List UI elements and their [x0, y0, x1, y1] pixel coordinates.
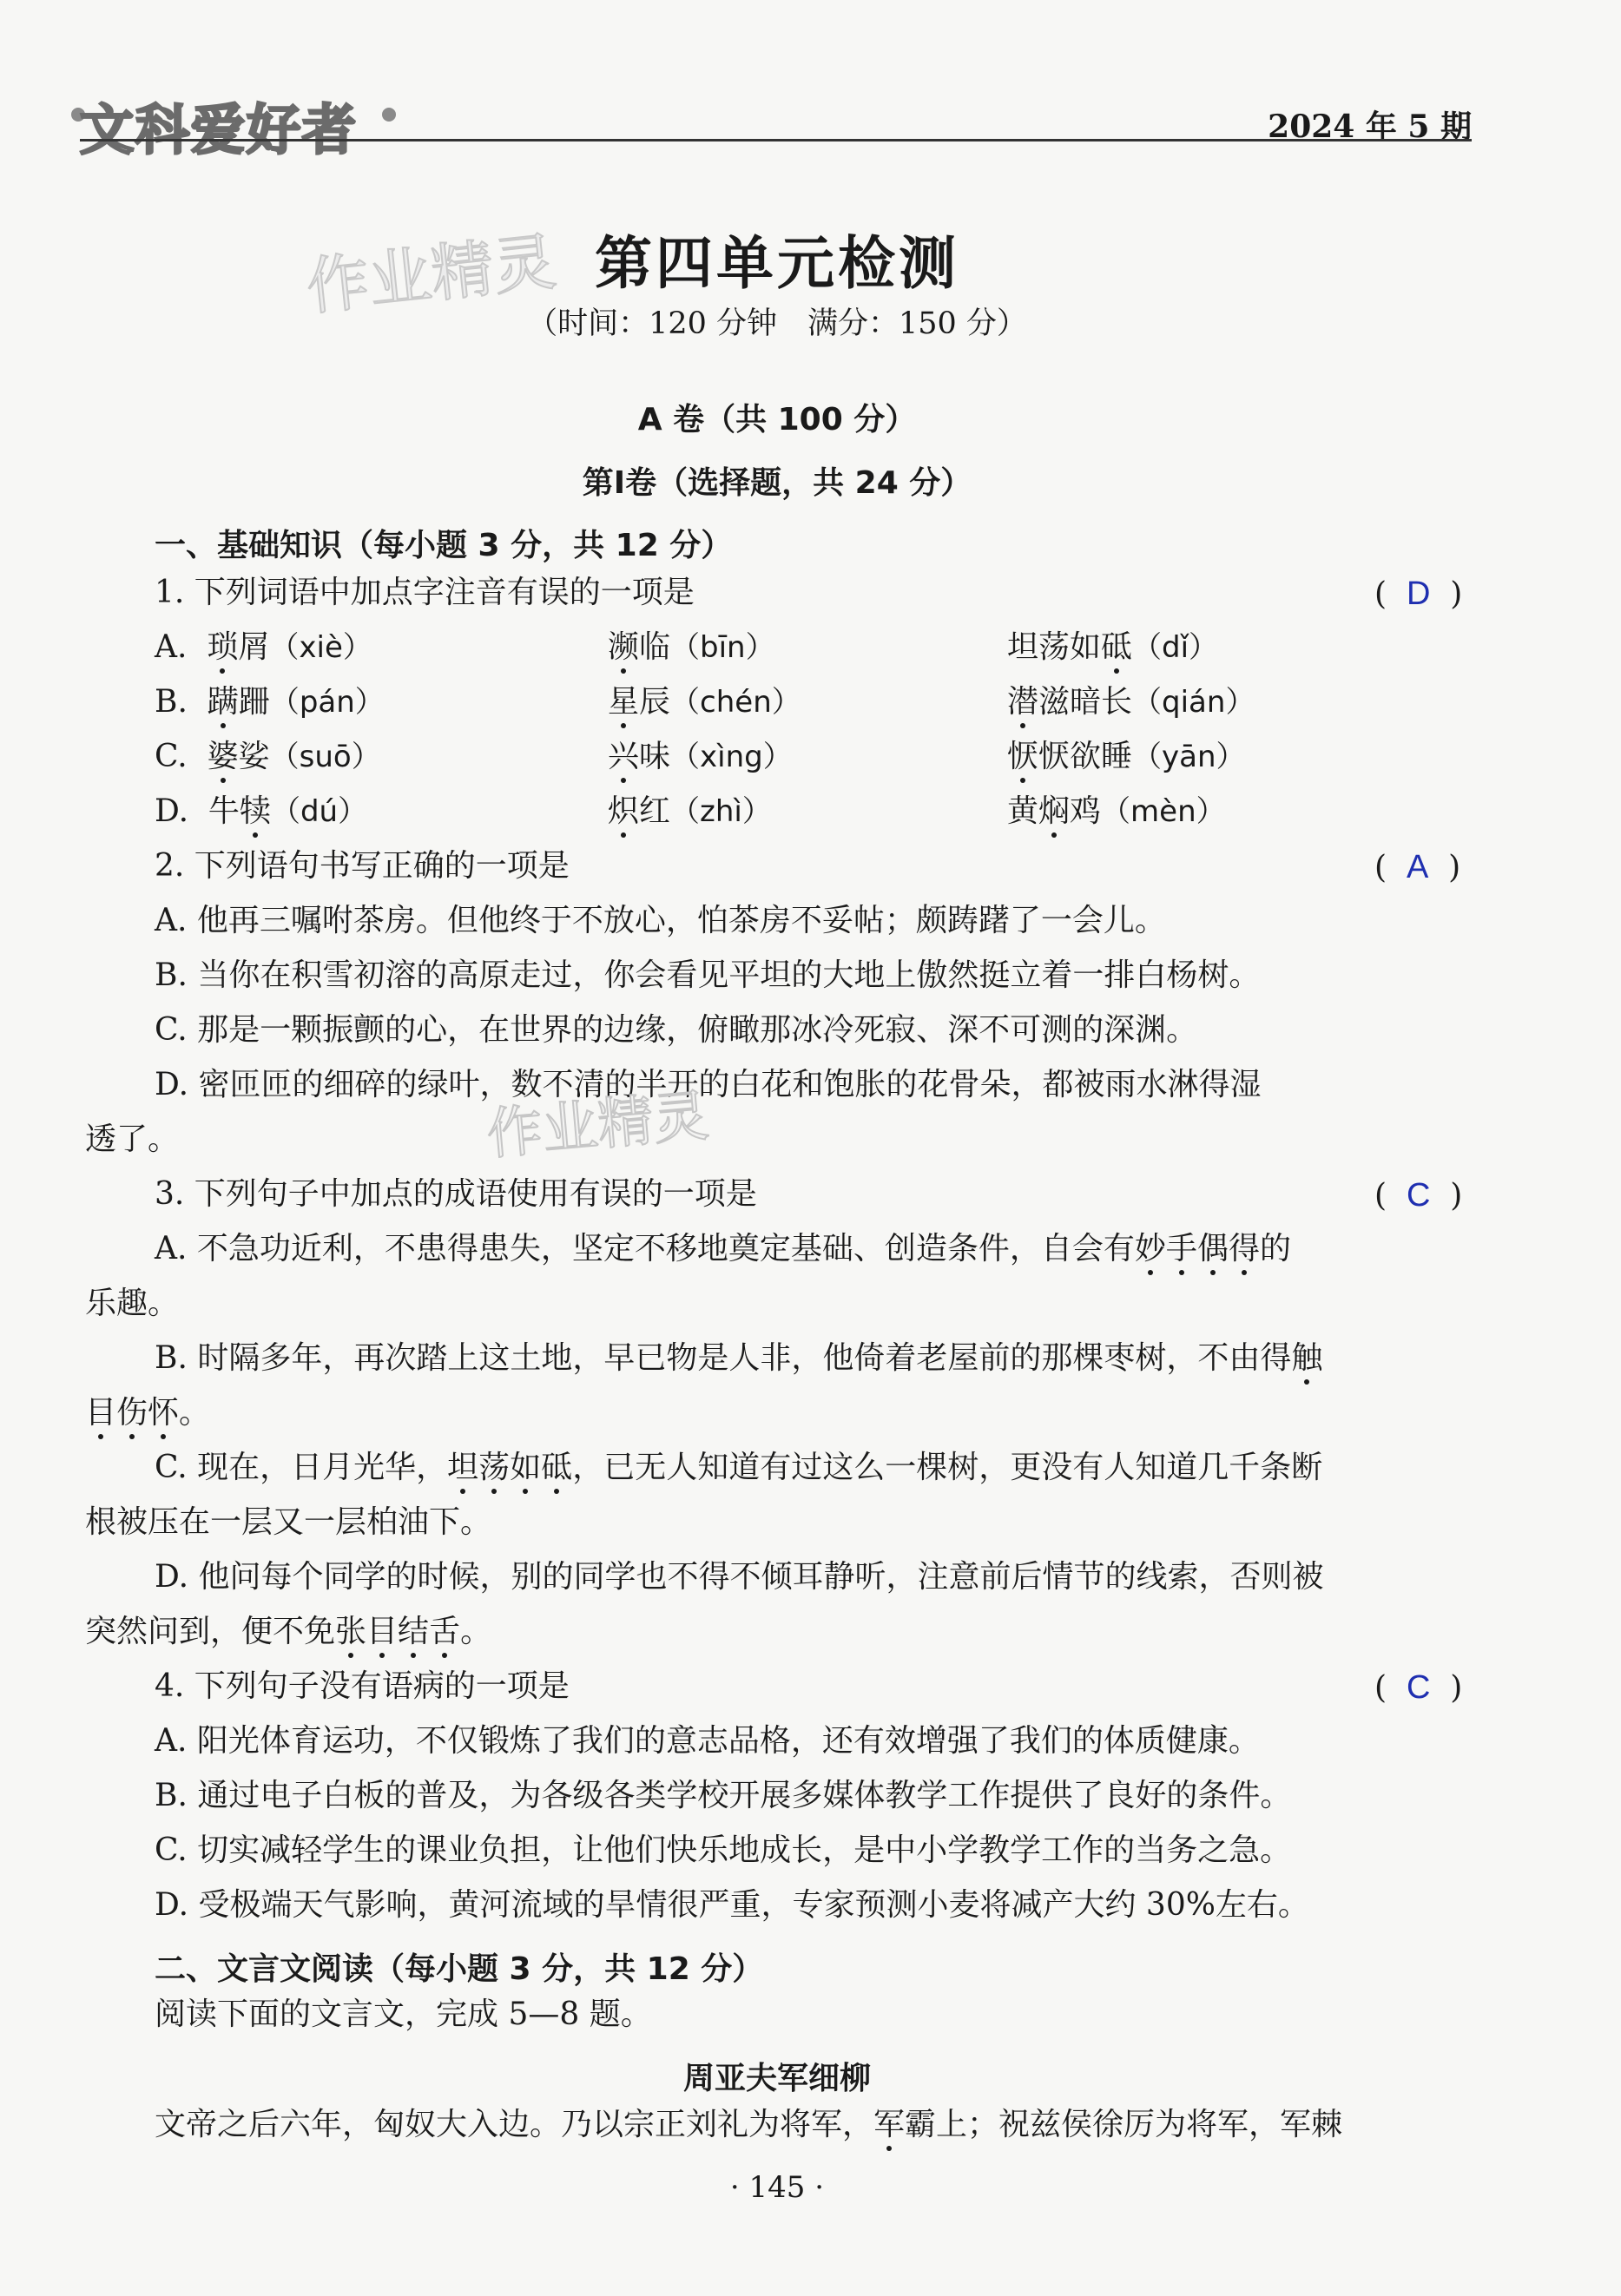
q1-option-c-item-1: [155, 741, 381, 773]
q3-option-d-line1: D. 他问每个同学的时候，别的同学也不得不倾耳静听，注意前后情节的线索，否则被: [155, 1559, 1324, 1595]
dotted-char: 荡: [478, 1450, 511, 1485]
dotted-char: 砥: [541, 1450, 573, 1485]
q3-option-a-line1: [155, 1231, 1291, 1266]
q2-option-a: A. 他再三嘱咐茶房。但他终于不放心，怕茶房不妥帖；颇踌躇了一会儿。: [155, 903, 1166, 938]
q2-answer-box: ( A ): [1374, 849, 1461, 885]
q3-c-text: C. 现在，日月光华，: [155, 1450, 448, 1485]
q3-option-b-line2: [85, 1395, 211, 1431]
pinyin: （zhì）: [670, 794, 772, 829]
q3-option-c-line1: [155, 1452, 1322, 1484]
passage-text-end: 霸上；祝兹侯徐厉为将军，军棘: [905, 2107, 1343, 2142]
dotted-char: 手: [1165, 1231, 1197, 1266]
q3-option-b-line1: [155, 1340, 1323, 1376]
section2-heading: 二、文言文阅读（每小题 3 分，共 12 分）: [155, 1951, 764, 1987]
q3-option-a-line2: 乐趣。: [85, 1286, 180, 1321]
q3-answer-box: ( C ): [1374, 1177, 1463, 1214]
pinyin: （xìng）: [670, 740, 793, 774]
q3-d-idiom: [335, 1614, 460, 1649]
word-prefix: 黄: [1007, 793, 1039, 829]
brand-logo: 文科爱好者: [80, 98, 359, 161]
word-prefix: 牛: [208, 793, 240, 829]
watermark-2: 作业精灵: [484, 1083, 712, 1168]
dotted-char: 妙: [1134, 1231, 1166, 1266]
q1-option-a-item-3: [1007, 629, 1219, 665]
dotted-char: 犊: [239, 793, 271, 829]
q2-option-c: C. 那是一颗振颤的心，在世界的边缘，俯瞰那冰冷死寂、深不可测的深渊。: [155, 1012, 1198, 1048]
passage-em-char: [873, 2107, 905, 2142]
page-number: · 145 ·: [729, 2170, 825, 2205]
dotted-char: 砥: [1101, 629, 1133, 665]
q4-option-d: D. 受极端天气影响，黄河流域的旱情很严重，专家预测小麦将减产大约 30%左右。: [155, 1887, 1309, 1923]
dotted-char: 得: [1228, 1231, 1260, 1266]
q3-d-text-end: 。: [460, 1614, 492, 1649]
dotted-char: 偶: [1196, 1231, 1229, 1266]
section1-heading: 一、基础知识（每小题 3 分，共 12 分）: [155, 528, 733, 563]
page-title: 第四单元检测: [595, 229, 959, 297]
pinyin: （chén）: [670, 685, 801, 720]
reading-instruction: 阅读下面的文言文，完成 5—8 题。: [155, 1997, 652, 2032]
word-suffix: 跚: [238, 684, 270, 720]
pinyin: （suō）: [269, 740, 381, 774]
q1-option-a-item-1: [155, 629, 372, 665]
dotted-char: 如: [510, 1450, 542, 1485]
q3-stem: 3. 下列句子中加点的成语使用有误的一项是: [155, 1176, 757, 1212]
q1-option-d-item-1: [155, 793, 368, 829]
pinyin: （dǐ）: [1132, 630, 1219, 665]
watermark: 作业精灵: [303, 225, 560, 324]
paper1-heading: 第Ⅰ卷（选择题，共 24 分）: [582, 465, 972, 501]
q1-option-a-item-2: [608, 629, 775, 665]
dotted-char: 怀: [148, 1395, 180, 1431]
dotted-char: 炽: [608, 793, 640, 829]
dotted-char: 星: [608, 684, 640, 720]
q3-option-c-line2: 根被压在一层又一层柏油下。: [85, 1504, 492, 1540]
q3-option-d-line2: [85, 1616, 491, 1648]
q1-stem: 1. 下列词语中加点字注音有误的一项是: [155, 575, 695, 610]
q4-option-b: B. 通过电子白板的普及，为各级各类学校开展多媒体教学工作提供了良好的条件。: [155, 1778, 1292, 1813]
word-suffix: 鸡: [1070, 793, 1102, 829]
q4-option-c: C. 切实减轻学生的课业负担，让他们快乐地成长，是中小学教学工作的当务之急。: [155, 1832, 1292, 1868]
word-prefix: 坦荡如: [1007, 629, 1102, 665]
option-letter: B.: [155, 684, 188, 720]
option-letter: C.: [155, 739, 188, 774]
dotted-char: 张: [335, 1614, 367, 1649]
q3-b-idiom-end: [85, 1395, 179, 1431]
dotted-char: 焖: [1038, 793, 1071, 829]
q4-answer: C: [1406, 1669, 1431, 1706]
q2-answer: A: [1406, 849, 1429, 885]
dotted-char: 蹒: [207, 684, 239, 720]
q2-stem: 2. 下列语句书写正确的一项是: [155, 848, 570, 884]
q1-option-b-item-1: [155, 684, 385, 720]
dotted-char: 舌: [429, 1614, 461, 1649]
q3-d-text: 突然问到，便不免: [85, 1614, 336, 1649]
q1-answer: D: [1406, 576, 1431, 612]
q4-answer-box: ( C ): [1374, 1669, 1463, 1706]
dotted-char: 军: [873, 2107, 906, 2142]
q1-option-b-item-2: [608, 684, 801, 720]
part-a-heading: A 卷（共 100 分）: [637, 402, 917, 437]
pinyin: （bīn）: [670, 630, 775, 665]
q2-option-d-line2: 透了。: [85, 1122, 180, 1157]
pinyin: （yān）: [1132, 740, 1246, 774]
q4-stem: 4. 下列句子没有语病的一项是: [155, 1668, 570, 1704]
pinyin: （qián）: [1132, 685, 1255, 720]
dotted-char: 伤: [116, 1395, 148, 1431]
passage-text: 文帝之后六年，匈奴大入边。乃以宗正刘礼为将军，: [155, 2107, 874, 2142]
q1-answer-box: ( D ): [1374, 576, 1463, 612]
dotted-char: 恹: [1007, 739, 1039, 774]
word-suffix: 味: [639, 739, 671, 774]
q2-option-b: B. 当你在积雪初溶的高原走过，你会看见平坦的大地上傲然挺立着一排白杨树。: [155, 957, 1261, 993]
q1-option-d-item-2: [608, 793, 772, 829]
q3-a-text-end: 的: [1259, 1231, 1291, 1266]
word-suffix: 临: [639, 629, 671, 665]
q3-b-idiom-start: [1291, 1340, 1322, 1376]
word-suffix: 滋暗长: [1038, 684, 1133, 720]
pinyin: （pán）: [269, 685, 385, 720]
q1-option-d-item-3: [1007, 793, 1226, 829]
q3-a-text: A. 不急功近利，不患得患失，坚定不移地奠定基础、创造条件，自会有: [155, 1231, 1135, 1266]
q3-answer: C: [1406, 1177, 1431, 1214]
word-suffix: 辰: [639, 684, 671, 720]
q1-option-c-item-3: [1007, 741, 1246, 773]
word-suffix: 恹欲睡: [1038, 739, 1133, 774]
q3-b-text: B. 时隔多年，再次踏上这土地，早已物是人非，他倚着老屋前的那棵枣树，不由得: [155, 1340, 1292, 1376]
dotted-char: 坦: [447, 1450, 479, 1485]
q3-c-text-end: ，已无人知道有过这么一棵树，更没有人知道几千条断: [572, 1450, 1323, 1485]
dotted-char: 目: [366, 1614, 399, 1649]
word-suffix: 红: [639, 793, 671, 829]
word-suffix: 屑: [238, 629, 270, 665]
exam-info: （时间：120 分钟 满分：150 分）: [527, 306, 1027, 341]
dotted-char: 琐: [207, 629, 239, 665]
word-suffix: 娑: [238, 739, 270, 774]
q3-b-text-end: 。: [179, 1395, 211, 1431]
pinyin: （xiè）: [269, 630, 372, 665]
q3-c-idiom: [447, 1450, 572, 1485]
dotted-char: 触: [1291, 1340, 1323, 1376]
passage-line1: [155, 2109, 1342, 2141]
dotted-char: 潜: [1007, 684, 1039, 720]
passage-title: 周亚夫军细柳: [682, 2061, 871, 2096]
q3-a-idiom: [1135, 1231, 1260, 1266]
dotted-char: 兴: [608, 739, 640, 774]
dotted-char: 婆: [207, 739, 239, 774]
q4-option-a: A. 阳光体育运功，不仅锻炼了我们的意志品格，还有效增强了我们的体质健康。: [155, 1723, 1260, 1759]
q2-option-d-line1: D. 密匝匝的细碎的绿叶，数不清的半开的白花和饱胀的花骨朵，都被雨水淋得湿: [155, 1067, 1262, 1102]
pinyin: （mèn）: [1101, 794, 1226, 829]
dotted-char: 结: [398, 1614, 430, 1649]
brand-dot-right: [382, 108, 396, 122]
q1-option-b-item-3: [1007, 684, 1255, 720]
issue-label: 2024 年 5 期: [1268, 109, 1472, 145]
dotted-char: 目: [85, 1395, 117, 1431]
q1-option-c-item-2: [608, 741, 793, 773]
dotted-char: 濒: [608, 629, 640, 665]
option-letter: D.: [155, 793, 189, 829]
pinyin: （dú）: [270, 794, 368, 829]
header-rule: [80, 139, 1472, 141]
option-letter: A.: [155, 629, 188, 665]
